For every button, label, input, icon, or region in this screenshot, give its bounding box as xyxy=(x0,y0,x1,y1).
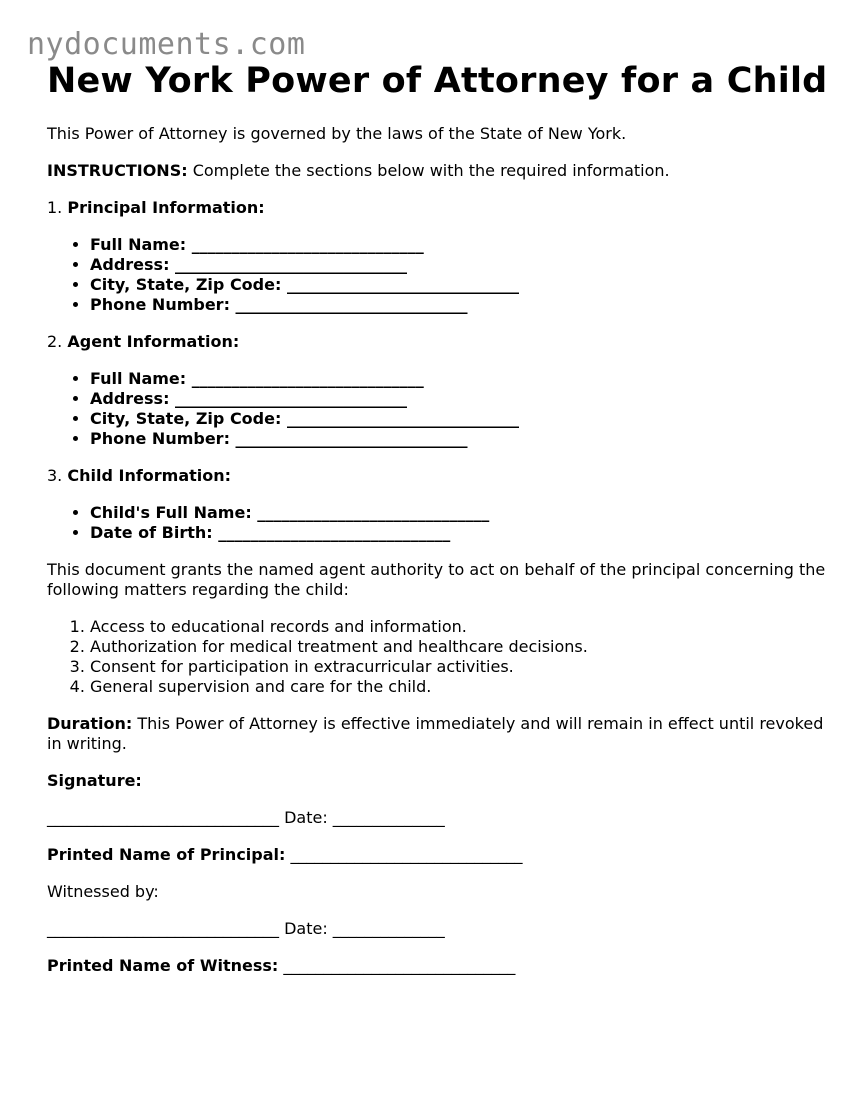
instructions-text: Complete the sections below with the required information. xyxy=(187,161,670,180)
field-agent-address[interactable]: • Address: _____________________________ xyxy=(90,389,837,409)
matters-list xyxy=(47,617,837,697)
witness-date-line[interactable]: _____________________________ Date: ______________ xyxy=(47,919,445,938)
section-title: Agent Information: xyxy=(67,332,240,351)
section-heading-agent xyxy=(47,332,837,352)
matter-item: 1. Access to educational records and information. xyxy=(90,617,837,637)
field-principal-full-name[interactable]: • Full Name: _____________________________ xyxy=(90,235,837,255)
witnessed-by-label: Witnessed by: xyxy=(47,882,159,901)
field-agent-city-state-zip[interactable]: • City, State, Zip Code: _____________________________ xyxy=(90,409,837,429)
matter-item: 3. Consent for participation in extracurricular activities. xyxy=(90,657,837,677)
field-agent-full-name[interactable]: • Full Name: _____________________________ xyxy=(90,369,837,389)
field-principal-address[interactable]: • Address: _____________________________ xyxy=(90,255,837,275)
principal-fields-list xyxy=(47,235,837,315)
field-agent-phone[interactable]: • Phone Number: _____________________________ xyxy=(90,429,837,449)
section-heading-child xyxy=(47,466,837,486)
duration-label: Duration: xyxy=(47,714,133,733)
section-title: Principal Information: xyxy=(67,198,265,217)
section-number: 1. xyxy=(47,198,68,217)
grants-paragraph: This document grants the named agent authority to act on behalf of the principal concerning the following matters regarding the child: xyxy=(47,560,826,599)
instructions-paragraph xyxy=(47,161,837,181)
matter-item: 4. General supervision and care for the child. xyxy=(90,677,837,697)
section-heading-principal xyxy=(47,198,837,218)
section-number: 2. xyxy=(47,332,68,351)
duration-text: This Power of Attorney is effective immediately and will remain in effect until revoked in writing. xyxy=(47,714,824,753)
field-child-date-of-birth[interactable]: • Date of Birth: _____________________________ xyxy=(90,523,837,543)
section-number: 3. xyxy=(47,466,68,485)
child-fields-list xyxy=(47,503,837,543)
printed-name-witness-line[interactable]: Printed Name of Witness: _____________________________ xyxy=(47,956,516,975)
watermark-text: nydocuments.com xyxy=(27,27,306,62)
field-child-full-name[interactable]: • Child's Full Name: _____________________________ xyxy=(90,503,837,523)
document xyxy=(47,60,837,976)
instructions-label: INSTRUCTIONS: xyxy=(47,161,188,180)
field-principal-city-state-zip[interactable]: • City, State, Zip Code: _____________________________ xyxy=(90,275,837,295)
intro-paragraph: This Power of Attorney is governed by the laws of the State of New York. xyxy=(47,124,627,143)
signature-heading: Signature: xyxy=(47,771,142,790)
agent-fields-list xyxy=(47,369,837,449)
matter-item: 2. Authorization for medical treatment and healthcare decisions. xyxy=(90,637,837,657)
section-title: Child Information: xyxy=(67,466,232,485)
signature-date-line[interactable]: _____________________________ Date: ______________ xyxy=(47,808,445,827)
printed-name-principal-line[interactable]: Printed Name of Principal: _____________________________ xyxy=(47,845,523,864)
duration-paragraph xyxy=(47,714,837,754)
field-principal-phone[interactable]: • Phone Number: _____________________________ xyxy=(90,295,837,315)
page-title: New York Power of Attorney for a Child xyxy=(47,61,828,101)
